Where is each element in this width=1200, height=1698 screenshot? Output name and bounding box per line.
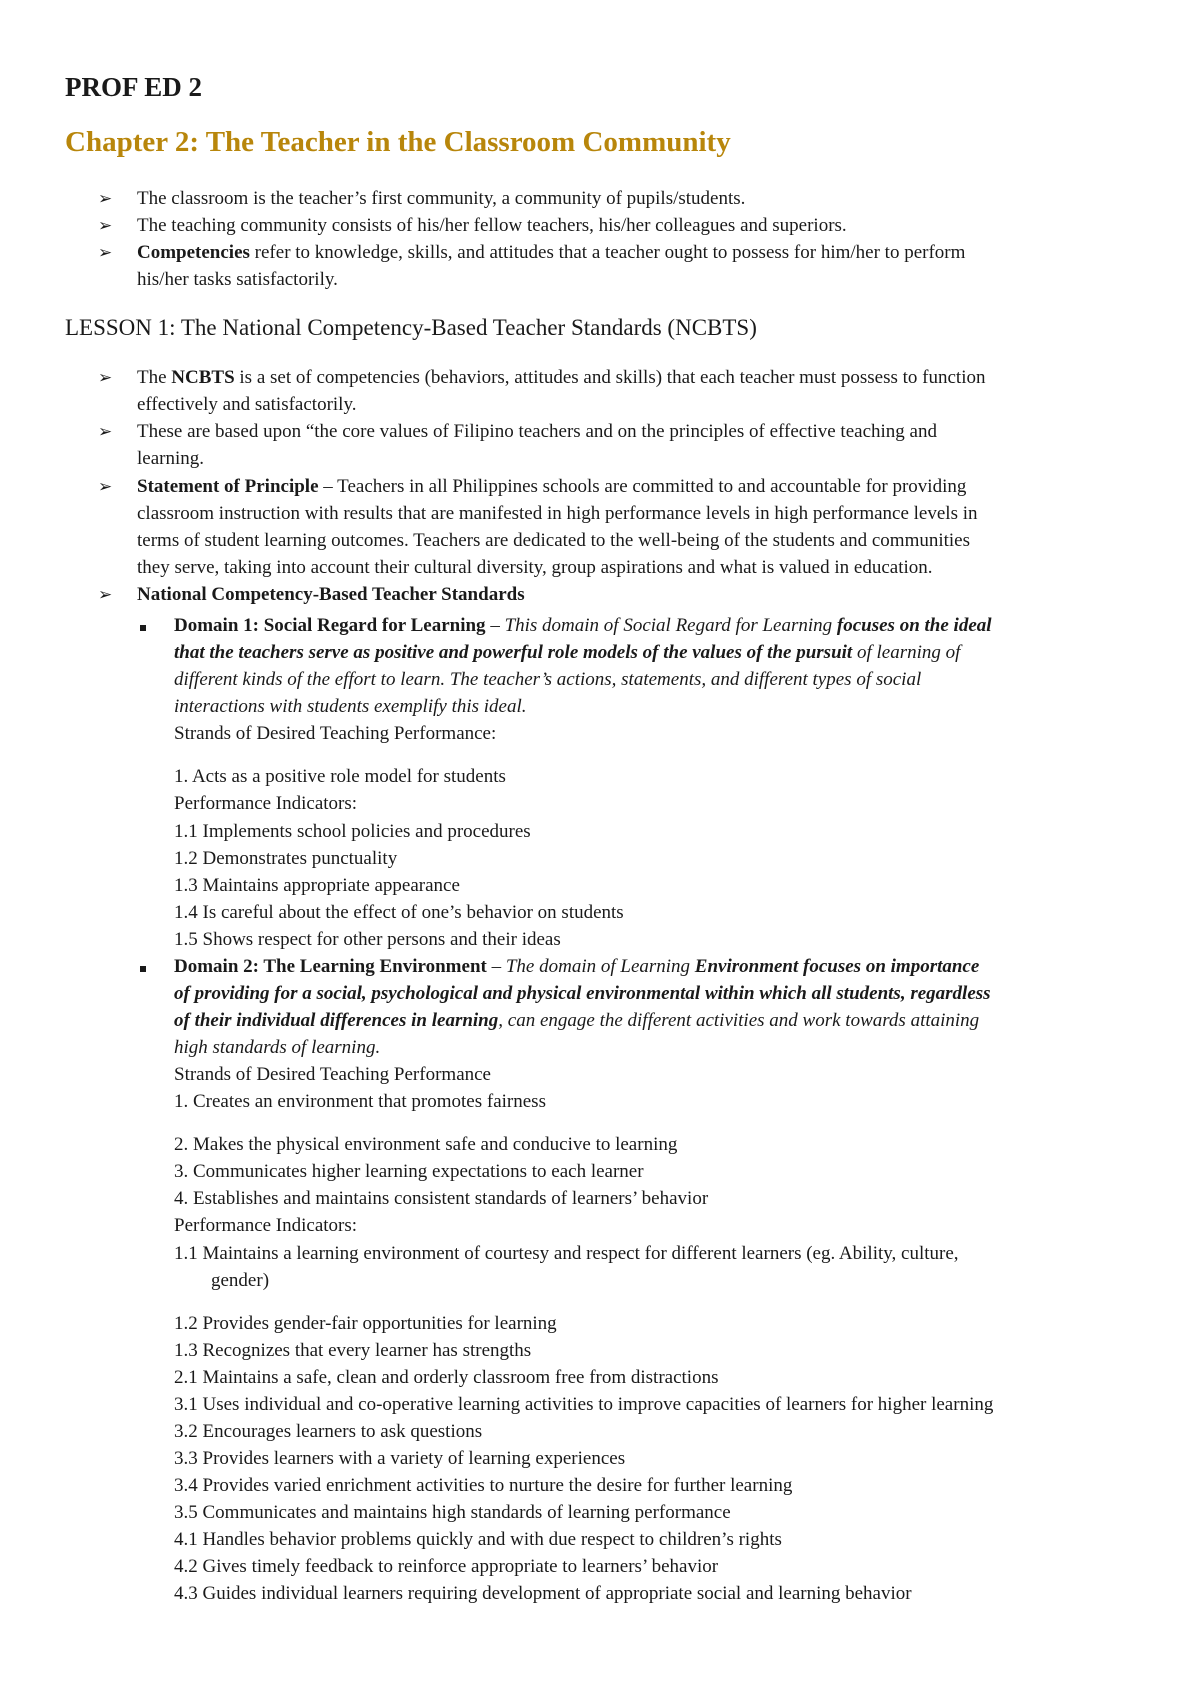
domain-2-dash: – bbox=[486, 956, 506, 977]
arrow-bullet-icon: ➢ bbox=[98, 477, 113, 496]
lesson-bullet-1-pre: The bbox=[137, 367, 172, 388]
lesson-bullet-3-text: – Teachers in all Philippines schools are committed to and accountable for providing bbox=[318, 476, 967, 497]
domain-1-line1 bbox=[174, 614, 992, 638]
domain-1-indicator: 1.1 Implements school policies and procedures bbox=[174, 821, 531, 842]
domain-1-desc-a: This domain of Social Regard for Learning bbox=[504, 615, 837, 636]
domain-1-indicator: 1.3 Maintains appropriate appearance bbox=[174, 875, 460, 896]
lesson-bullet-3-line4: they serve, taking into account their cultural diversity, group aspirations and what is valued in education. bbox=[137, 557, 933, 578]
course-title: PROF ED 2 bbox=[65, 72, 202, 102]
domain-2-desc-c: of their individual differences in learning bbox=[174, 1010, 499, 1031]
lesson-bullet-3 bbox=[137, 475, 966, 499]
domain-1-strands-label: Strands of Desired Teaching Performance: bbox=[174, 723, 497, 744]
domain-2-indicator: 3.3 Provides learners with a variety of learning experiences bbox=[174, 1448, 626, 1469]
domain-2-indicator: 1.2 Provides gender-fair opportunities for learning bbox=[174, 1313, 557, 1334]
lesson-bullet-1-cont: effectively and satisfactorily. bbox=[137, 394, 357, 415]
domain-2-indicators-label: Performance Indicators: bbox=[174, 1215, 358, 1236]
domain-2-indicator: 3.4 Provides varied enrichment activities to nurture the desire for further learning bbox=[174, 1475, 793, 1496]
domain-2-indicator: 3.2 Encourages learners to ask questions bbox=[174, 1421, 483, 1442]
domain-2-desc-a: The domain of Learning bbox=[505, 956, 695, 977]
intro-bullet-3 bbox=[137, 241, 965, 265]
domain-2-desc-d: , can engage the different activities and work towards attaining bbox=[498, 1010, 980, 1031]
term-statement-of-principle: Statement of Principle bbox=[137, 476, 319, 497]
square-bullet-icon bbox=[140, 625, 146, 631]
domain-2-indicator-cont: gender) bbox=[211, 1270, 270, 1291]
domain-1-indicators-label: Performance Indicators: bbox=[174, 793, 358, 814]
lesson-bullet-3-line2: classroom instruction with results that are manifested in high performance levels in high performance levels in bbox=[137, 503, 978, 524]
lesson-bullet-3-line3: terms of student learning outcomes. Teachers are dedicated to the well-being of the students and communities bbox=[137, 530, 971, 551]
lesson-heading: LESSON 1: The National Competency-Based Teacher Standards (NCBTS) bbox=[65, 315, 757, 340]
arrow-bullet-icon: ➢ bbox=[98, 216, 113, 235]
domain-2-indicator: 4.2 Gives timely feedback to reinforce appropriate to learners’ behavior bbox=[174, 1556, 719, 1577]
arrow-bullet-icon: ➢ bbox=[98, 422, 113, 441]
domain-2-line2: of providing for a social, psychological and physical environmental within which all students, regardless bbox=[174, 983, 991, 1004]
term-ncbts: NCBTS bbox=[171, 367, 235, 388]
domain-2-title: Domain 2: The Learning Environment bbox=[174, 956, 487, 977]
domain-2-indicator: 1.3 Recognizes that every learner has strengths bbox=[174, 1340, 532, 1361]
domain-1-indicator: 1.2 Demonstrates punctuality bbox=[174, 848, 398, 869]
lesson-bullet-2-cont: learning. bbox=[137, 448, 205, 469]
domain-1-line3: different kinds of the effort to learn. The teacher’s actions, statements, and different types of social bbox=[174, 669, 922, 690]
domain-2-indicator: 4.3 Guides individual learners requiring development of appropriate social and learning behavior bbox=[174, 1583, 912, 1604]
domain-2-line4: high standards of learning. bbox=[174, 1037, 381, 1058]
domain-1-dash: – bbox=[485, 615, 505, 636]
arrow-bullet-icon: ➢ bbox=[98, 368, 113, 387]
domain-1-desc-c: that the teachers serve as positive and powerful role models of the values of the pursuit bbox=[174, 642, 853, 663]
lesson-bullet-2: These are based upon “the core values of Filipino teachers and on the principles of effective teaching and bbox=[137, 421, 937, 442]
domain-2-indicator: 4.1 Handles behavior problems quickly and with due respect to children’s rights bbox=[174, 1529, 782, 1550]
lesson-bullet-1 bbox=[137, 366, 985, 390]
arrow-bullet-icon: ➢ bbox=[98, 189, 113, 208]
domain-1-line4: interactions with students exemplify this ideal. bbox=[174, 696, 527, 717]
intro-bullet-1: The classroom is the teacher’s first community, a community of pupils/students. bbox=[137, 188, 746, 209]
domain-2-strand: 3. Communicates higher learning expectations to each learner bbox=[174, 1161, 644, 1182]
square-bullet-icon bbox=[140, 966, 146, 972]
domain-1-indicator: 1.5 Shows respect for other persons and their ideas bbox=[174, 929, 561, 950]
intro-bullet-3-cont: his/her tasks satisfactorily. bbox=[137, 269, 338, 290]
domain-2-strand: 1. Creates an environment that promotes fairness bbox=[174, 1091, 546, 1112]
domain-2-indicator: 3.1 Uses individual and co-operative learning activities to improve capacities of learners for higher learning bbox=[174, 1394, 994, 1415]
domain-1-strand-1: 1. Acts as a positive role model for students bbox=[174, 766, 506, 787]
arrow-bullet-icon: ➢ bbox=[98, 243, 113, 262]
domain-2-strand: 4. Establishes and maintains consistent standards of learners’ behavior bbox=[174, 1188, 709, 1209]
lesson-bullet-1-text: is a set of competencies (behaviors, attitudes and skills) that each teacher must possess to function bbox=[234, 367, 986, 388]
intro-bullet-2: The teaching community consists of his/her fellow teachers, his/her colleagues and superiors. bbox=[137, 215, 847, 236]
domain-1-desc-d: of learning of bbox=[852, 642, 961, 663]
domain-2-strand: 2. Makes the physical environment safe and conducive to learning bbox=[174, 1134, 678, 1155]
domain-2-indicator: 3.5 Communicates and maintains high standards of learning performance bbox=[174, 1502, 731, 1523]
domain-2-desc-b: Environment focuses on importance bbox=[694, 956, 980, 977]
domain-2-indicator: 2.1 Maintains a safe, clean and orderly classroom free from distractions bbox=[174, 1367, 719, 1388]
arrow-bullet-icon: ➢ bbox=[98, 585, 113, 604]
domain-1-line2 bbox=[174, 641, 960, 665]
domain-2-strands-label: Strands of Desired Teaching Performance bbox=[174, 1064, 491, 1085]
domain-2-line1 bbox=[174, 955, 979, 979]
domain-1-indicator: 1.4 Is careful about the effect of one’s behavior on students bbox=[174, 902, 624, 923]
lesson-bullet-4: National Competency-Based Teacher Standards bbox=[137, 584, 525, 605]
domain-2-indicator: 1.1 Maintains a learning environment of courtesy and respect for different learners (eg. Ability, culture, bbox=[174, 1243, 959, 1264]
domain-2-line3 bbox=[174, 1009, 979, 1033]
intro-bullet-3-text: refer to knowledge, skills, and attitudes that a teacher ought to possess for him/her to perform bbox=[249, 242, 966, 263]
domain-1-title: Domain 1: Social Regard for Learning bbox=[174, 615, 486, 636]
domain-1-desc-b: focuses on the ideal bbox=[836, 615, 992, 636]
chapter-title: Chapter 2: The Teacher in the Classroom Community bbox=[65, 126, 731, 158]
term-competencies: Competencies bbox=[137, 242, 250, 263]
